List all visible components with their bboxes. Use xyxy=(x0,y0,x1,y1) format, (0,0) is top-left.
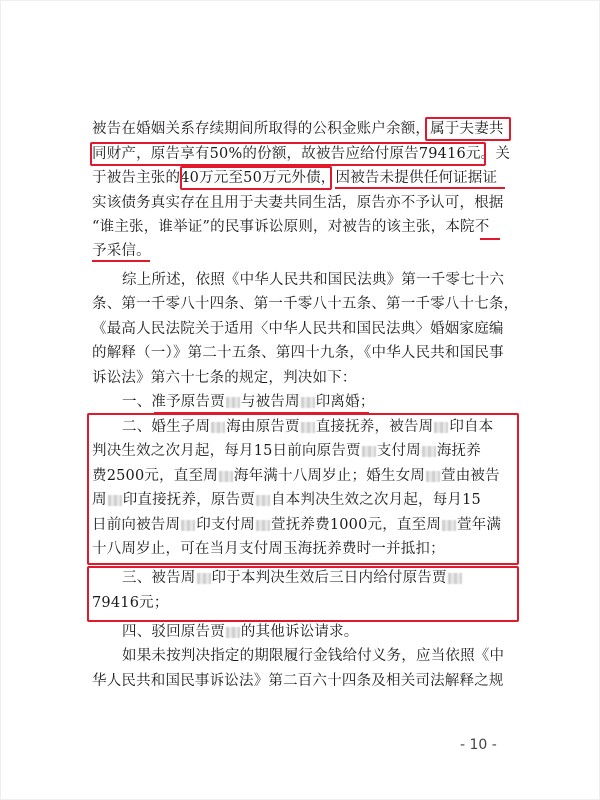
highlight-box xyxy=(87,413,519,565)
redacted-name xyxy=(226,397,240,408)
highlight-box xyxy=(87,566,519,622)
text-line: 于被告主张的40万元至50万元外债，因被告未提供任何证据证 xyxy=(92,170,498,186)
text-line: 的解释（一）》第二十五条、第四十九条，《中华人民共和国民事 xyxy=(92,345,504,361)
text-line: 79416元； xyxy=(92,595,169,611)
text-line: 诉讼法》第六十七条的规定，判决如下： xyxy=(92,370,357,386)
highlight-box xyxy=(180,166,332,190)
underline-mark xyxy=(92,260,150,262)
text-line: 周 印直接抚养，原告贾 自本判决生效之次月起，每月15 xyxy=(92,492,481,508)
text-line: 实该债务真实存在且用于夫妻共同生活，原告亦不予认可，根据 xyxy=(92,195,504,211)
text-line: 综上所述，依照《中华人民共和国民法典》第一千零七十六 xyxy=(122,272,505,288)
text-line: “谁主张，谁举证”的民事诉讼原则，对被告的该主张，本院不 xyxy=(92,219,490,235)
text-line: 华人民共和国民事诉讼法》第二百六十四条及相关司法解释之规 xyxy=(92,673,504,689)
page-number: - 10 - xyxy=(460,737,497,753)
judgment-item-4: 四、驳回原告贾 的其他诉讼请求。 xyxy=(122,624,359,640)
text-line: 日前向被告周 印支付周 萱抚养费1000元，直至周 萱年满 xyxy=(92,517,502,533)
judgment-item-1: 一、准予原告贾 与被告周 印离婚； xyxy=(122,394,375,410)
redacted-name xyxy=(301,397,315,408)
text-line: 条、第一千零八十四条、第一千零八十五条、第一千零八十七条， xyxy=(92,296,519,312)
highlight-box xyxy=(90,142,486,166)
underline-mark xyxy=(335,187,505,189)
text-line: 十八周岁止，可在当月支付周玉海抚养费时一并抵扣； xyxy=(92,541,445,557)
text-line: 同财产，原告享有50%的份额，故被告应给付原告79416元。关 xyxy=(92,146,511,162)
text-line: 《最高人民法院关于适用〈中华人民共和国民法典〉婚姻家庭编 xyxy=(92,321,504,337)
highlight-box xyxy=(425,117,511,141)
judgment-item-3: 三、被告周 印于本判决生效后三日内给付原告贾 xyxy=(122,568,512,588)
redacted-name xyxy=(226,627,240,638)
text-line: 费2500元，直至周 海年满十八周岁止；婚生女周 萱由被告 xyxy=(92,468,500,484)
text-line: 予采信。 xyxy=(92,243,151,259)
text-line: 被告在婚姻关系存续期间所取得的公积金账户余额，属于夫妻共 xyxy=(92,121,504,137)
judgment-item-2: 二、婚生子周 海由原告贾 直接抚养，被告周 印自本 xyxy=(122,419,494,435)
text-line: 如果未按判决指定的期限履行金钱给付义务，应当依照《中 xyxy=(122,648,505,664)
text-line: 判决生效之次月起，每月15日前向原告贾 支付周 海抚养 xyxy=(92,443,481,459)
underline-mark xyxy=(480,238,500,240)
